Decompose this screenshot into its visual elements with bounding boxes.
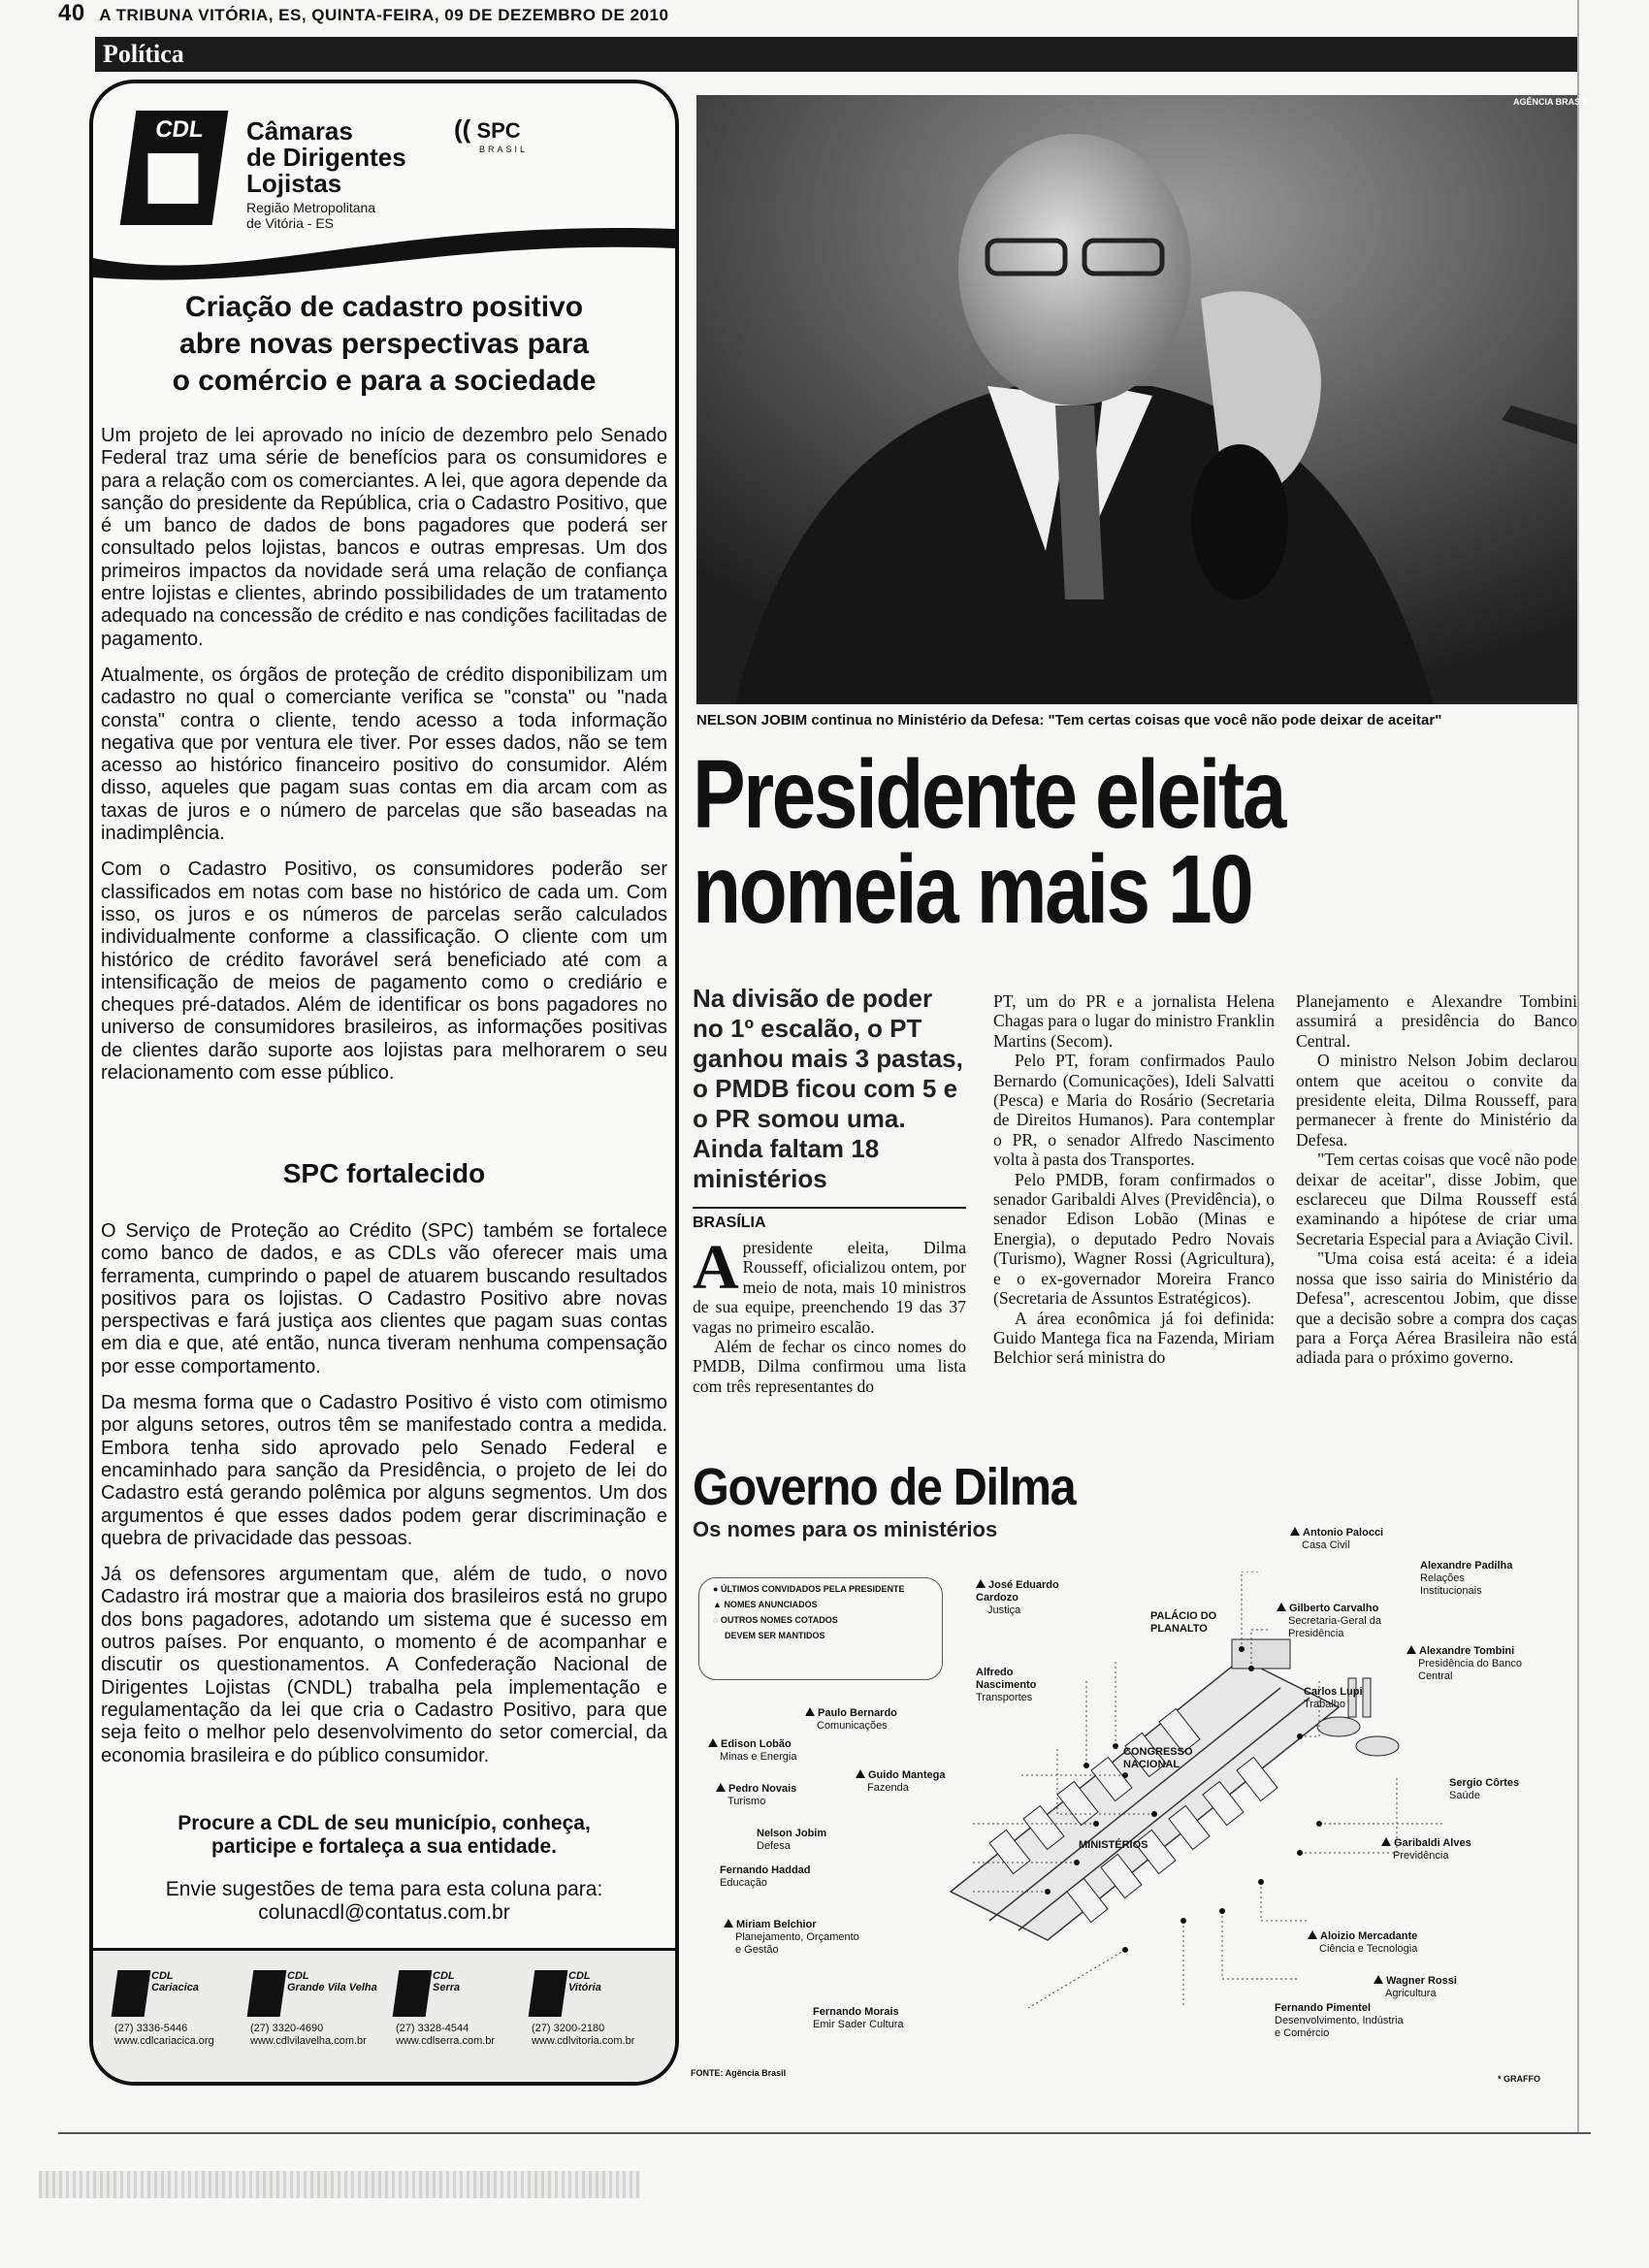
minister-label: Carlos Lupi Trabalho	[1304, 1686, 1363, 1710]
minister-label: Guido Mantega Fazenda	[856, 1769, 945, 1795]
cdl-subhead: SPC fortalecido	[282, 1158, 486, 1188]
branch-site[interactable]: www.cdlvilavelha.com.br	[250, 2035, 367, 2047]
minister-label: Aloizio Mercadante Ciência e Tecnologia	[1308, 1930, 1417, 1956]
branch-site[interactable]: www.cdlcariacica.org	[114, 2035, 214, 2047]
cdl-branch-logo-icon	[393, 1970, 433, 2017]
cdl-paragraph: Com o Cadastro Positivo, os consumidores poderão ser classificados em notas com base no histórico de cada um. Com isso, os juros e os números de parcelas serão calculados individualmente conforme a classificação. O cliente com um histórico de crédito favorável será beneficiado até com a intensificação de meios de pagamento como o crediário e cheques pré-datados. Além de identificar os bons pagadores no universo de consumidores brasileiros, as informações positivas de clientes darão suporte aos lojistas para melhorarem o seu relacionamento com esse público.	[101, 859, 667, 1085]
section-title: Política	[103, 40, 184, 68]
minister-label: Paulo Bernardo Comunicações	[805, 1707, 897, 1733]
branch-vila-velha: CDL Grande Vila Velha (27) 3320-4690 www.cdlvilavelha.com.br	[250, 1970, 384, 2048]
minister-label: Fernando Pimentel Desenvolvimento, Indústria e Comércio	[1275, 2002, 1404, 2039]
cdl-paragraph: O Serviço de Proteção ao Crédito (SPC) também se fortalece como banco de dados, e as CDLs vão oferecer mais uma ferramenta, cumprindo o papel de atuarem buscando resultados positivos para os lojistas. O Cadastro Positivo abre novas perspectivas e fará justiça aos clientes que pagam suas contas em dia e que, até então, nunca tiveram nenhuma compensação por esse comportamento.	[101, 1220, 667, 1377]
announced-icon	[1290, 1527, 1300, 1536]
minister-label: Miriam Belchior Planejamento, Orçamento e Gestão	[724, 1919, 859, 1957]
photo-caption: NELSON JOBIM continua no Ministério da Defesa: "Tem certas coisas que você não pode deixar de aceitar"	[696, 712, 1442, 729]
announced-icon	[1308, 1930, 1317, 1939]
graphic-source: FONTE: Agência Brasil	[691, 2068, 787, 2078]
minister-label: Wagner Rossi Agricultura	[1374, 1975, 1457, 2000]
cdl-name: Câmaras de Dirigentes Lojistas	[246, 116, 406, 198]
cdl-email[interactable]: colunacdl@contatus.com.br	[258, 1901, 510, 1924]
branch-site[interactable]: www.cdlserra.com.br	[396, 2035, 496, 2047]
spc-icon: ((	[454, 114, 471, 144]
cdl-logo	[120, 111, 229, 225]
cdl-branches	[93, 1948, 675, 2086]
article-column-3: Planejamento e Alexandre Tombini assumirá a presidência do Banco Central. O ministro Nelson Jobim declarou ontem que aceitou o convite da presidente eleita, Dilma Rousseff, para permanecer à frente do Ministério da Defesa. "Tem certas coisas que você não pode deixar de aceitar", disse Jobim, que esclareceu que Dilma Rousseff está examinando a hipótese de criar uma Secretaria Especial para a Aviação Civil. "Uma coisa está aceita: é a ideia nossa que isso sairia do Ministério da Defesa", acrescentou Jobim, que disse que a decisão sobre a compra dos caças para a Força Aérea Brasileira não está adiada para o próximo governo.	[1296, 991, 1577, 1368]
cdl-contact: Envie sugestões de tema para esta coluna para: colunacdl@contatus.com.br	[93, 1878, 675, 1925]
graphic-legend: ● ÚLTIMOS CONVIDADOS PELA PRESIDENTE ▲ NOMES ANUNCIADOS ◌ OUTROS NOMES COTADOS DEVEM SER MANTIDOS	[698, 1577, 943, 1680]
announced-icon	[716, 1783, 726, 1792]
page-edge-rule	[1577, 0, 1579, 2132]
dotted-circle-icon: ◌	[713, 1615, 719, 1625]
place-palacio: PALÁCIO DO PLANALTO	[1150, 1610, 1217, 1635]
scan-noise	[39, 2171, 640, 2198]
section-bar	[95, 37, 1577, 72]
announced-icon	[724, 1919, 733, 1928]
graphic-credit: * GRAFFO	[1498, 2074, 1540, 2084]
place-ministerios: MINISTÉRIOS	[1079, 1839, 1148, 1851]
article-column-2: PT, um do PR e a jornalista Helena Chagas para o lugar do ministro Franklin Martins (Secom). Pelo PT, foram confirmados Paulo Bernardo (Comunicações), Ideli Salvatti (Pesca) e Maria do Rosário (Secretaria de Direitos Humanos). Para contemplar o PR, o senador Alfredo Nascimento volta à pasta dos Transportes. Pelo PMDB, foram confirmados o senador Garibaldi Alves (Previdência), o senador Edison Lobão (Minas e Energia), o deputado Pedro Novais (Turismo), Wagner Rossi (Agricultura), e o ex-governador Moreira Franco (Secretaria de Assuntos Estratégicos). A área econômica já foi definida: Guido Mantega fica na Fazenda, Miriam Belchior será ministra do	[993, 991, 1275, 1368]
cdl-logo-text: CDL	[153, 116, 206, 143]
cdl-paragraph: Já os defensores argumentam que, além de tudo, o novo Cadastro irá mostrar que a maioria dos brasileiros está no grupo dos bons pagadores, adotando um sistema que é sucesso em outros países. Por enquanto, o momento é de acompanhar e discutir os questionamentos. A Confederação Nacional de Dirigentes Lojistas (CNDL) trabalha pela implementação e regulamentação da lei que cria o Cadastro Positivo, para que seja feito o melhor pelo desenvolvimento do setor comercial, da economia brasileira e do público consumidor.	[101, 1564, 667, 1766]
cdl-branch-logo-icon	[529, 1970, 568, 2017]
branch-serra: CDL Serra (27) 3328-4544 www.cdlserra.com.br	[396, 1970, 530, 2048]
cdl-call-to-action: Procure a CDL de seu município, conheça, participe e fortaleça a sua entidade.	[178, 1812, 591, 1858]
minister-label: Fernando Morais Emir Sader Cultura	[813, 2006, 904, 2030]
cdl-branch-logo-icon	[112, 1970, 151, 2017]
minister-label: Alexandre Tombini Presidência do Banco Central	[1406, 1645, 1533, 1683]
announced-icon	[1406, 1645, 1416, 1654]
minister-label: Antonio Palocci Casa Civil	[1290, 1527, 1383, 1552]
cdl-paragraph: Atualmente, os órgãos de proteção de crédito disponibilizam um cadastro no qual o comerciante verifica se "consta" ou "nada consta" contra o cliente, tendo acesso a toda informação negativa que por ventura ele tiver. Por esses dados, não se tem acesso ao histórico financeiro positivo do consumidor. Além disso, aqueles que pagam suas contas em dia arcam com as taxas de juros e o número de parcelas que são baseadas na inadimplência.	[101, 664, 667, 845]
photo-credit: AGÊNCIA BRASIL	[1513, 97, 1589, 107]
branch-cariacica: CDL Cariacica (27) 3336-5446 www.cdlcariacica.org	[114, 1970, 248, 2048]
announced-icon	[708, 1738, 718, 1747]
minister-label: Edison Lobão Minas e Energia	[708, 1738, 797, 1764]
minister-label: Alexandre Padilha Relações Institucionais	[1420, 1560, 1513, 1597]
cdl-body-part1	[101, 425, 667, 1098]
minister-label: José Eduardo Cardozo Justiça	[976, 1579, 1059, 1616]
triangle-icon: ▲	[713, 1600, 722, 1609]
article-deck: Na divisão de poder no 1º escalão, o PT ganhou mais 3 pastas, o PMDB ficou com 5 e o PR somou uma. Ainda faltam 18 ministérios	[693, 984, 963, 1193]
minister-label: Fernando Haddad Educação	[720, 1864, 811, 1889]
page-dateline: A TRIBUNA VITÓRIA, ES, QUINTA-FEIRA, 09 DE DEZEMBRO DE 2010	[99, 6, 669, 24]
cdl-paragraph: Da mesma forma que o Cadastro Positivo é visto com otimismo por alguns setores, outros têm se manifestado contra a medida. Embora tenha sido aprovado pelo Senado Federal e encaminhado para sanção da Presidência, o projeto de lei do Cadastro está gerando polêmica por alguns segmentos. Um dos argumentos é que esses dados podem gerar discriminação e quebra de privacidade das pessoas.	[101, 1392, 667, 1549]
article-column-1: Apresidente eleita, Dilma Rousseff, oficializou ontem, por meio de nota, mais 10 ministros de sua equipe, preenchendo 19 das 37 vagas no primeiro escalão. Além de fechar os cinco nomes do PMDB, Dilma confirmou uma lista com três representantes do	[693, 1232, 966, 1396]
cdl-body-part2	[101, 1220, 667, 1781]
announced-icon	[976, 1579, 986, 1588]
minister-label: Sergio Côrtes Saúde	[1449, 1777, 1520, 1801]
deck-rule	[693, 1207, 966, 1209]
minister-label: Gilberto Carvalho Secretaria-Geral da Presidência	[1277, 1603, 1403, 1640]
cdl-branch-logo-icon	[247, 1970, 287, 2017]
photo-illustration	[696, 95, 1577, 704]
minister-label: Alfredo Nascimento Transportes	[976, 1667, 1037, 1703]
cdl-paragraph: Um projeto de lei aprovado no início de dezembro pelo Senado Federal traz uma série de benefícios para os consumidores e para a relação com os comerciantes. A lei, que agora depende da sanção do presidente da República, cria o Cadastro Positivo, que é um banco de dados de bons pagadores que poderá ser consultado pelos lojistas, bancos e outras empresas. Um dos primeiros impactos da novidade será uma relação de confiança entre lojistas e clientes, abrindo possibilidades de um tratamento adequado na concessão de crédito e nas condições facilitadas de pagamento.	[101, 425, 667, 650]
branch-site[interactable]: www.cdlvitoria.com.br	[532, 2035, 635, 2047]
announced-icon	[1381, 1837, 1391, 1846]
announced-icon	[1374, 1975, 1383, 1984]
minister-label: Nelson Jobim Defesa	[757, 1828, 827, 1852]
news-photo	[696, 95, 1577, 704]
branch-vitoria: CDL Vitória (27) 3200-2180 www.cdlvitoria.com.br	[532, 1970, 665, 2048]
cdl-region: Região Metropolitana de Vitória - ES	[246, 200, 376, 231]
minister-label: Pedro Novais Turismo	[716, 1783, 796, 1808]
announced-icon	[1277, 1603, 1286, 1611]
dot-icon: ●	[713, 1584, 719, 1594]
announced-icon	[856, 1769, 865, 1778]
announced-icon	[805, 1707, 815, 1716]
page-number: 40	[58, 0, 85, 26]
minister-label: Garibaldi Alves Previdência	[1381, 1837, 1471, 1863]
cdl-headline: Criação de cadastro positivo abre novas perspectivas para o comércio e para a sociedade	[172, 291, 597, 397]
spc-logo: (( SPC BRASIL	[454, 114, 529, 154]
bottom-rule	[58, 2132, 1591, 2134]
header-swoosh	[93, 219, 675, 287]
article-headline: Presidente eleita nomeia mais 10	[693, 740, 1284, 944]
article-dateline: BRASÍLIA	[693, 1215, 766, 1231]
dropcap: A	[693, 1232, 739, 1303]
graphic-title: Governo de Dilma	[693, 1458, 1076, 1516]
graphic-subtitle: Os nomes para os ministérios	[693, 1517, 998, 1541]
cdl-column-box	[89, 80, 679, 2086]
place-congresso: CONGRESSO NACIONAL	[1123, 1746, 1193, 1770]
page-header	[58, 0, 1591, 26]
